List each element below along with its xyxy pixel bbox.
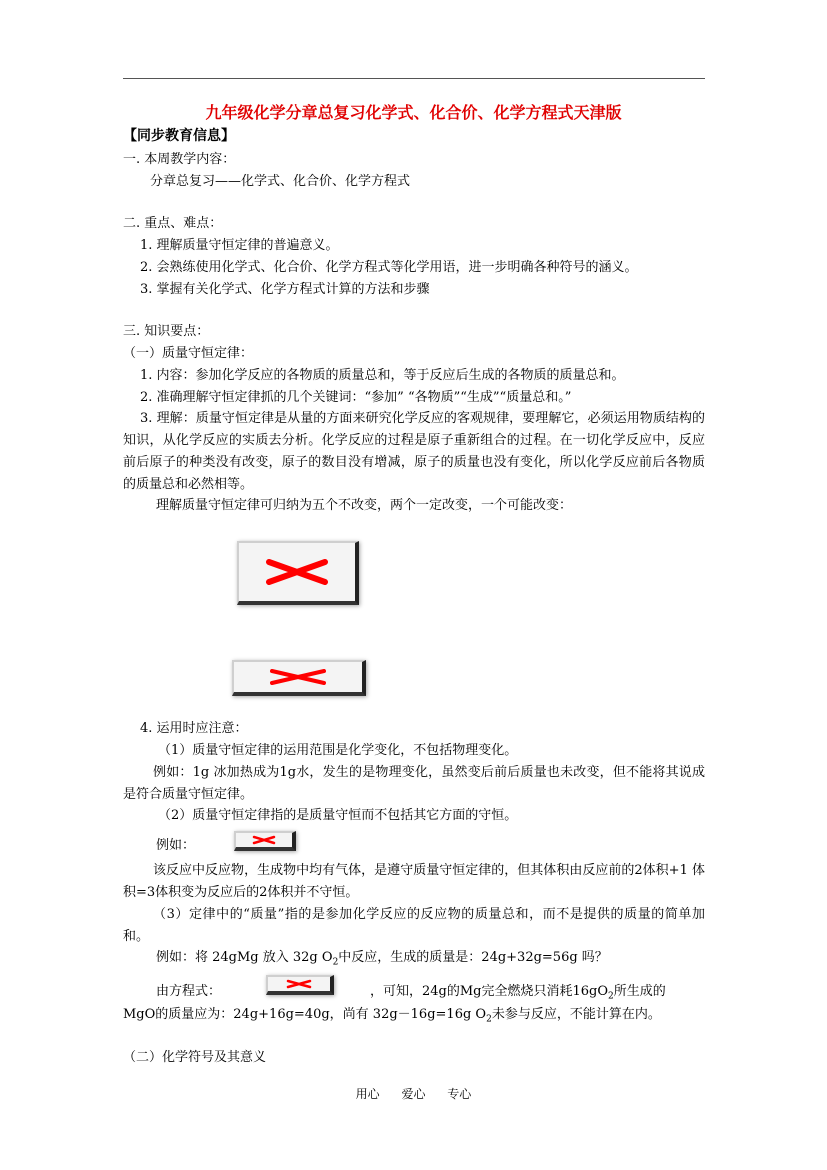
- doc-title: 九年级化学分章总复习化学式、化合价、化学方程式天津版: [205, 103, 622, 122]
- equation-text: [370, 982, 666, 1007]
- header-rule: [123, 78, 705, 79]
- note-2: （2）质量守恒定律指的是质量守恒而不包括其它方面的守恒。: [158, 808, 518, 823]
- s2-heading: 二. 重点、难点：: [123, 216, 223, 231]
- page-footer: 用心 爱心 专心: [355, 1087, 472, 1101]
- sub2-heading: （二）化学符号及其意义: [123, 1050, 267, 1065]
- note-1: （1）质量守恒定律的运用范围是化学变化，不包括物理变化。: [158, 743, 518, 758]
- sub1-item-2: 2. 准确理解守恒定律抓的几个关键词：“参加” “各物质”“生成”“质量总和。”: [140, 390, 572, 405]
- equation-sub-2: 2: [486, 1014, 492, 1025]
- broken-image-icon: [285, 979, 313, 989]
- equation-line-2-b: 未参与反应，不能计算在内。: [491, 1007, 661, 1022]
- note-3: （3）定律中的“质量”指的是参加化学反应的反应物的质量总和，而不是提供的质量的简单加和。: [123, 907, 705, 944]
- s3-heading: 三. 知识要点：: [123, 324, 210, 339]
- equation-text-a: ，可知，24g的Mg完全燃烧只消耗16gO: [370, 984, 609, 999]
- broken-image-icon: [265, 559, 329, 585]
- s2-item-1: 1. 理解质量守恒定律的普遍意义。: [140, 238, 339, 253]
- s2-item-3: 3. 掌握有关化学式、化学方程式计算的方法和步骤: [140, 282, 430, 297]
- equation-line-2: [123, 1005, 661, 1030]
- example-2-label: 例如：: [156, 838, 196, 853]
- sub1-item-4: 4. 运用时应注意：: [140, 721, 248, 736]
- broken-image-2: [232, 660, 366, 696]
- s2-item-2: 2. 会熟练使用化学式、化合价、化学方程式等化学用语，进一步明确各种符号的涵义。: [140, 260, 638, 275]
- example-3-b: 中反应，生成的质量是：24g+32g=56g 吗？: [338, 950, 608, 965]
- broken-image-1: [237, 541, 359, 605]
- example-2-text: 该反应中反应物，生成物中均有气体，是遵守质量守恒定律的，但其体积由反应前的2体积+1 体积=3体积变为反应后的2体积并不守恒。: [123, 863, 705, 900]
- broken-image-4: [266, 975, 334, 995]
- broken-image-icon: [268, 669, 328, 685]
- broken-image-icon: [251, 835, 277, 845]
- section-header: 【同步教育信息】: [123, 128, 235, 144]
- example-3-a: 例如：将 24gMg 放入 32g O: [156, 950, 333, 965]
- sub1-item-1: 1. 内容：参加化学反应的各物质的质量总和，等于反应后生成的各物质的质量总和。: [140, 368, 625, 383]
- sub1-item-3: 3. 理解：质量守恒定律是从量的方面来研究化学反应的客观规律，要理解它，必须运用物质结构的知识，从化学反应的实质去分析。化学反应的过程是原子重新组合的过程。在一切化学反应中，反应前后原子的种类没有改变，原子的数目没有增减，原子的质量也没有变化，所以化学反应前后各物质的质量总和必然相等。: [123, 411, 705, 492]
- example-3-sub: 2: [332, 957, 339, 968]
- equation-label: 由方程式：: [156, 984, 222, 999]
- sub1-summary: 理解质量守恒定律可归纳为五个不改变，两个一定改变，一个可能改变：: [156, 498, 573, 513]
- example-3: [156, 948, 608, 973]
- s1-content: 分章总复习——化学式、化合价、化学方程式: [150, 174, 411, 189]
- equation-text-b: 所生成的: [613, 984, 666, 999]
- equation-sub-1: 2: [608, 991, 614, 1002]
- s1-heading: 一. 本周教学内容：: [123, 152, 236, 167]
- broken-image-3: [234, 831, 296, 851]
- example-1: 例如：1g 冰加热成为1g水，发生的是物理变化，虽然变后前后质量也未改变，但不能将其说成是符合质量守恒定律。: [123, 765, 705, 802]
- equation-line-2-a: MgO的质量应为：24g+16g=40g，尚有 32g－16g=16g O: [123, 1007, 487, 1022]
- sub1-heading: （一）质量守恒定律：: [123, 346, 254, 361]
